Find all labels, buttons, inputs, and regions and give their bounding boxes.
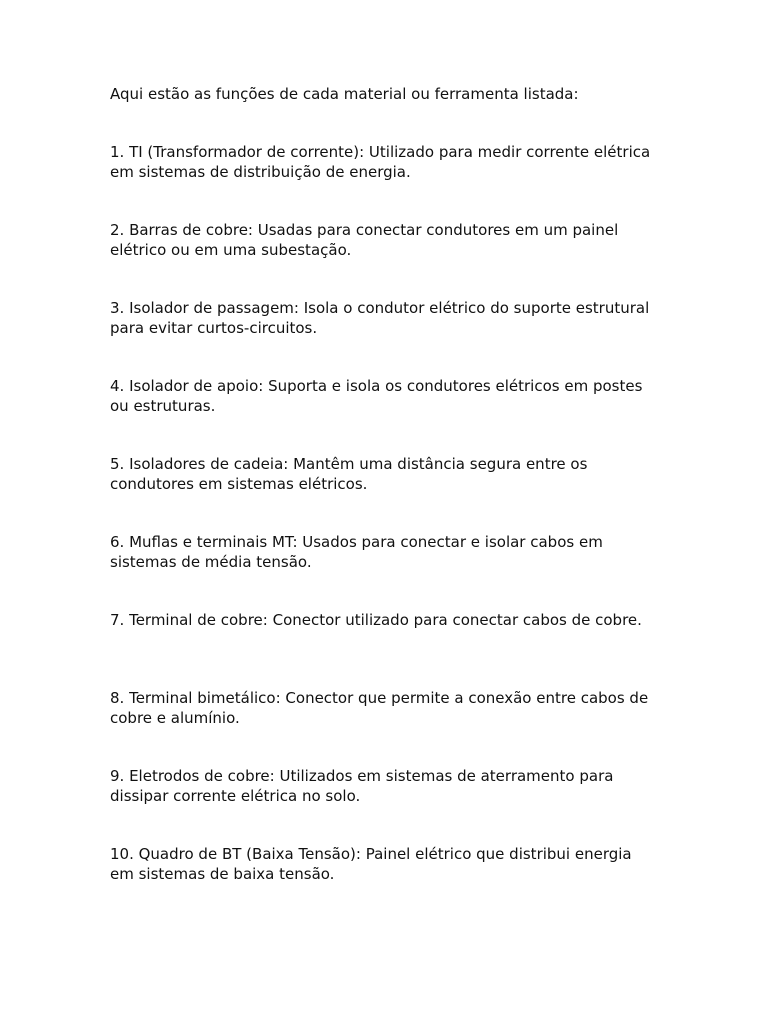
- document-body: [110, 84, 655, 922]
- intro-paragraph: Aqui estão as funções de cada material ou ferramenta listada:: [110, 85, 579, 103]
- list-item-1: 1. TI (Transformador de corrente): Utilizado para medir corrente elétrica em sistemas de distribuição de energia.: [110, 143, 651, 181]
- list-item-4: 4. Isolador de apoio: Suporta e isola os condutores elétricos em postes ou estruturas.: [110, 377, 643, 415]
- list-item-6: 6. Muflas e terminais MT: Usados para conectar e isolar cabos em sistemas de média tensão.: [110, 533, 603, 571]
- list-item-3: 3. Isolador de passagem: Isola o condutor elétrico do suporte estrutural para evitar curtos-circuitos.: [110, 299, 650, 337]
- list-item-8: 8. Terminal bimetálico: Conector que permite a conexão entre cabos de cobre e alumínio.: [110, 689, 649, 727]
- list-item-7: 7. Terminal de cobre: Conector utilizado para conectar cabos de cobre.: [110, 611, 642, 629]
- list-item-5: 5. Isoladores de cadeia: Mantêm uma distância segura entre os condutores em sistemas elétricos.: [110, 455, 588, 493]
- list-item-2: 2. Barras de cobre: Usadas para conectar condutores em um painel elétrico ou em uma subestação.: [110, 221, 619, 259]
- list-item-9: 9. Eletrodos de cobre: Utilizados em sistemas de aterramento para dissipar corrente elétrica no solo.: [110, 767, 614, 805]
- list-item-10: 10. Quadro de BT (Baixa Tensão): Painel elétrico que distribui energia em sistemas de baixa tensão.: [110, 845, 632, 883]
